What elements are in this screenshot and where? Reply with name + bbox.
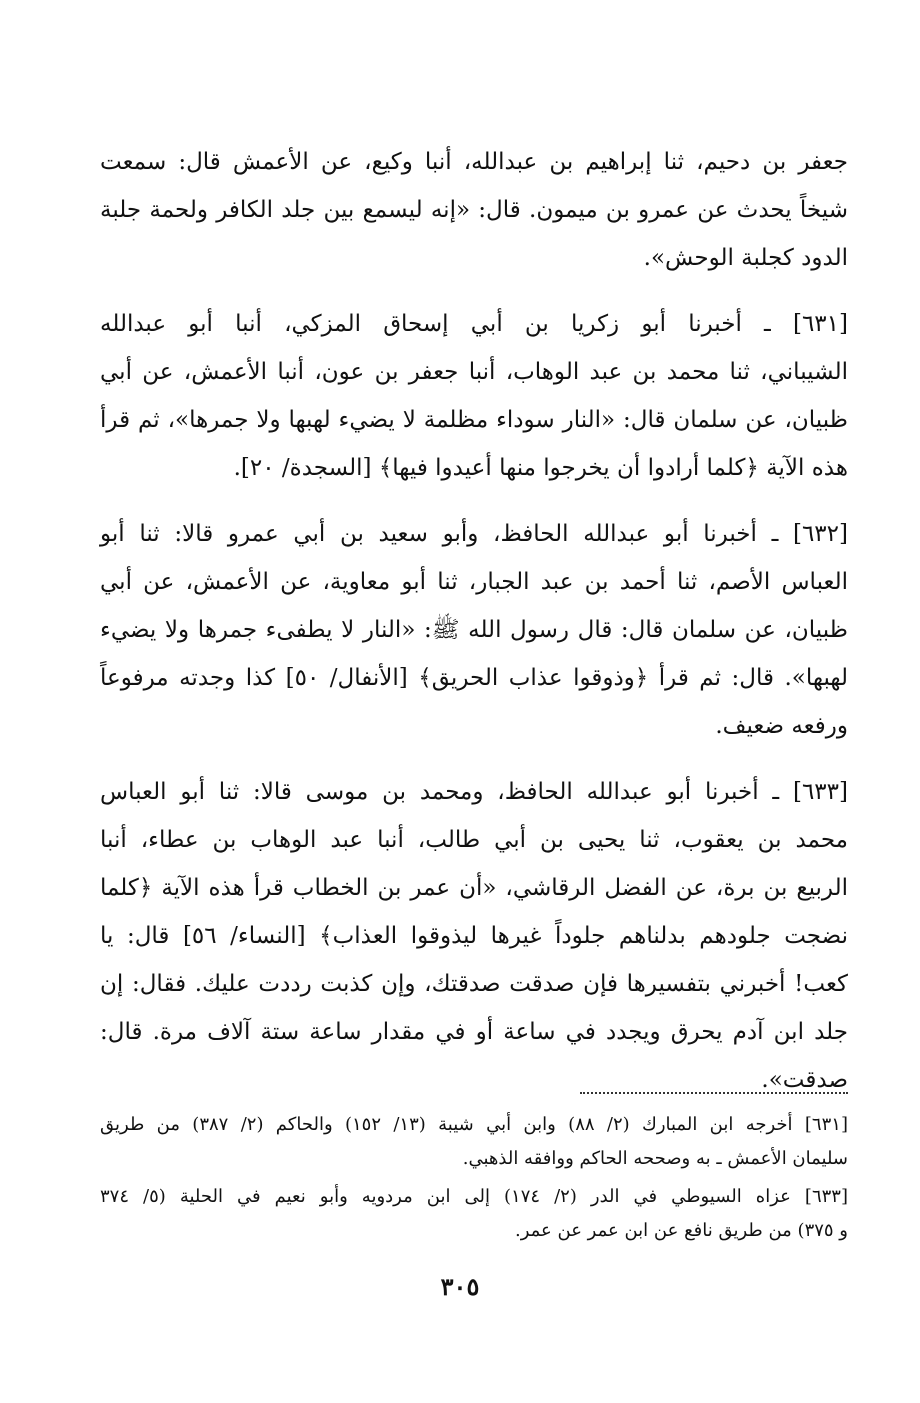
text-line: نضجت جلودهم بدلناهم جلوداً غيرها ليذوقوا العذاب﴾ [النساء/ ٥٦] قال: يا: [100, 923, 848, 949]
paragraph-631: [100, 300, 848, 492]
text-line: ورفعه ضعيف.: [715, 713, 848, 739]
text-line: لهبها». قال: ثم قرأ ﴿وذوقوا عذاب الحريق﴾ [الأنفال/ ٥٠] كذا وجدته مرفوعاً: [100, 665, 848, 691]
footnote-line: و ٣٧٥) من طريق نافع عن ابن عمر عن عمر.: [514, 1220, 848, 1241]
text-line: محمد بن يعقوب، ثنا يحيى بن أبي طالب، أنبا عبد الوهاب بن عطاء، أنبا: [100, 827, 848, 853]
text-line: [٦٣١] ـ أخبرنا أبو زكريا بن أبي إسحاق المزكي، أنبا أبو عبدالله: [100, 311, 848, 337]
paragraph-633: [100, 768, 848, 1104]
text-line: الدود كجلبة الوحش».: [643, 245, 848, 271]
text-line: هذه الآية ﴿كلما أرادوا أن يخرجوا منها أعيدوا فيها﴾ [السجدة/ ٢٠].: [233, 455, 848, 481]
main-text: [100, 138, 848, 1104]
text-line: ظبيان، عن سلمان قال: قال رسول الله ﷺ: «النار لا يطفىء جمرها ولا يضيء: [100, 617, 848, 643]
footnote-line: [٦٣٣] عزاه السيوطي في الدر (٢/ ١٧٤) إلى ابن مردويه وأبو نعيم في الحلية (٥/ ٣٧٤: [100, 1186, 848, 1207]
text-line: الشيباني، ثنا محمد بن عبد الوهاب، أنبا جعفر بن عون، أنبا الأعمش، عن أبي: [100, 359, 848, 385]
footnote-633: [100, 1180, 848, 1248]
text-line: الربيع بن برة، عن الفضل الرقاشي، «أن عمر بن الخطاب قرأ هذه الآية ﴿كلما: [100, 875, 848, 901]
paragraph-continuation: [100, 138, 848, 282]
text-line: ظبيان، عن سلمان قال: «النار سوداء مظلمة لا يضيء لهبها ولا جمرها»، ثم قرأ: [100, 407, 848, 433]
text-line: العباس الأصم، ثنا أحمد بن عبد الجبار، ثنا أبو معاوية، عن الأعمش، عن أبي: [100, 569, 848, 595]
text-line: شيخاً يحدث عن عمرو بن ميمون. قال: «إنه ليسمع بين جلد الكافر ولحمة جلبة: [100, 197, 848, 223]
text-line: جعفر بن دحيم، ثنا إبراهيم بن عبدالله، أنبا وكيع، عن الأعمش قال: سمعت: [100, 149, 848, 175]
text-line: [٦٣٣] ـ أخبرنا أبو عبدالله الحافظ، ومحمد بن موسى قالا: ثنا أبو العباس: [100, 779, 848, 805]
page-number: ٣٠٥: [440, 1272, 480, 1301]
text-line: صدقت».: [761, 1067, 848, 1093]
footnote-separator: [580, 1092, 848, 1094]
footnote-line: [٦٣١] أخرجه ابن المبارك (٢/ ٨٨) وابن أبي شيبة (١٣/ ١٥٢) والحاكم (٢/ ٣٨٧) من طريق: [100, 1114, 848, 1135]
text-line: كعب! أخبرني بتفسيرها فإن صدقت صدقتك، وإن كذبت رددت عليك. فقال: إن: [100, 971, 848, 997]
footnote-line: سليمان الأعمش ـ به وصححه الحاكم ووافقه الذهبي.: [462, 1148, 848, 1169]
footnotes: [100, 1108, 848, 1252]
footnote-631: [100, 1108, 848, 1176]
paragraph-632: [100, 510, 848, 750]
text-line: جلد ابن آدم يحرق ويجدد في ساعة أو في مقدار ساعة ستة آلاف مرة. قال:: [100, 1019, 848, 1045]
text-line: [٦٣٢] ـ أخبرنا أبو عبدالله الحافظ، وأبو سعيد بن أبي عمرو قالا: ثنا أبو: [100, 521, 848, 547]
